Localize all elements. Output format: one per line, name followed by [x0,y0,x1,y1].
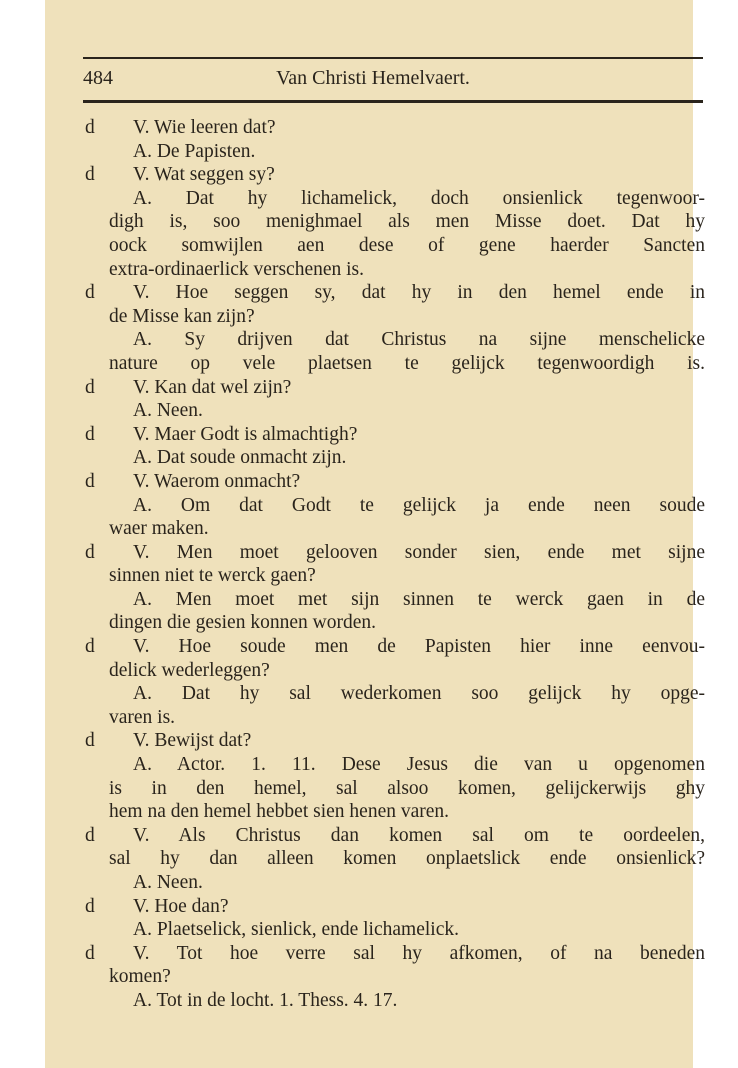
text-line [45,352,705,376]
text-line [45,541,705,565]
line-text: varen is. [109,706,176,728]
margin-mark: d [85,636,95,658]
text-line [45,942,705,966]
line-text: V. Hoe soude men de Papisten hier inne eenvou- [133,636,705,658]
text-line [45,564,693,588]
text-line [45,824,705,848]
text-line [45,281,705,305]
text-line [45,258,693,282]
line-text: is in den hemel, sal alsoo komen, gelijckerwijs ghy [109,777,705,799]
margin-mark: d [85,117,95,138]
margin-mark: d [85,541,95,563]
margin-mark: d [85,376,95,398]
catechism-text [45,116,705,1013]
margin-mark: d [85,730,95,752]
running-header [83,63,703,93]
line-text: V. Bewijst dat? [133,730,252,752]
text-line [45,588,705,612]
margin-mark: d [85,824,95,846]
line-text: extra-ordinaerlick verschenen is. [109,258,365,280]
line-text: A. Neen. [133,400,203,422]
line-text: dingen die gesien konnen worden. [109,612,376,634]
line-text: A. Neen. [133,872,203,893]
line-text: sal hy dan alleen komen onplaetslick ende onsienlick? [109,848,705,870]
line-text: A. Men moet met sijn sinnen te werck gaen in de [133,588,705,610]
page-title: Van Christi Hemelvaert. [276,67,470,89]
text-line [45,517,693,541]
text-line [45,777,705,801]
text-line [45,659,693,683]
text-line [45,494,705,518]
text-line [45,635,705,659]
text-line [45,305,693,329]
line-text: nature op vele plaetsen te gelijck tegenwoordigh is. [109,352,705,374]
text-line [45,800,693,824]
text-line [45,116,693,140]
line-text: V. Men moet gelooven sonder sien, ende met sijne [133,541,705,563]
text-line [45,871,693,895]
margin-mark: d [85,895,95,917]
line-text: A. Sy drijven dat Christus na sijne menschelicke [133,329,705,351]
line-text: V. Kan dat wel zijn? [133,376,292,398]
text-line [45,470,693,494]
text-line [45,918,693,942]
text-line [45,423,693,447]
line-text: A. Plaetselick, sienlick, ende lichamelick. [133,919,459,941]
line-text: V. Hoe seggen sy, dat hy in den hemel ende in [133,282,705,304]
line-text: sinnen niet te werck gaen? [109,565,316,587]
line-text: V. Maer Godt is almachtigh? [133,423,358,445]
text-line [45,965,693,989]
text-line [45,729,693,753]
margin-mark: d [85,164,95,186]
line-text: delick wederleggen? [109,659,270,681]
text-line [45,210,705,234]
text-line [45,163,693,187]
text-line [45,328,705,352]
text-line [45,376,693,400]
text-line [45,682,705,706]
margin-mark: d [85,942,95,964]
line-text: A. Tot in de locht. 1. Thess. 4. 17. [133,989,398,1011]
line-text: A. De Papisten. [133,140,256,162]
margin-mark: d [85,470,95,492]
header-rule [83,100,703,103]
margin-mark: d [85,423,95,445]
top-rule [83,57,703,59]
text-line [45,753,705,777]
text-line [45,399,693,423]
line-text: V. Hoe dan? [133,895,229,917]
book-page [45,0,705,1068]
line-text: V. Wat seggen sy? [133,164,275,186]
text-line [45,611,693,635]
text-line [45,234,705,258]
line-text: komen? [109,966,171,988]
line-text: oock somwijlen aen dese of gene haerder Sancten [109,234,705,256]
line-text: A. Dat hy sal wederkomen soo gelijck hy opge- [133,683,705,705]
line-text: V. Tot hoe verre sal hy afkomen, of na beneden [133,942,705,964]
line-text: digh is, soo menighmael als men Misse doet. Dat hy [109,211,705,233]
line-text: V. Waerom onmacht? [133,470,301,492]
text-line [45,446,693,470]
text-line [45,847,705,871]
line-text: V. Wie leeren dat? [133,117,276,138]
line-text: A. Actor. 1. 11. Dese Jesus die van u opgenomen [133,754,705,776]
text-line [45,989,693,1013]
line-text: V. Als Christus dan komen sal om te oordeelen, [133,824,705,846]
text-line [45,706,693,730]
text-line [45,140,693,164]
margin-mark: d [85,282,95,304]
page-number: 484 [83,67,113,89]
line-text: de Misse kan zijn? [109,305,255,327]
line-text: waer maken. [109,518,209,540]
line-text: A. Om dat Godt te gelijck ja ende neen soude [133,494,705,516]
text-line [45,895,693,919]
line-text: hem na den hemel hebbet sien henen varen. [109,801,450,823]
text-line [45,187,705,211]
line-text: A. Dat soude onmacht zijn. [133,447,347,469]
line-text: A. Dat hy lichamelick, doch onsienlick tegenwoor- [133,187,705,209]
